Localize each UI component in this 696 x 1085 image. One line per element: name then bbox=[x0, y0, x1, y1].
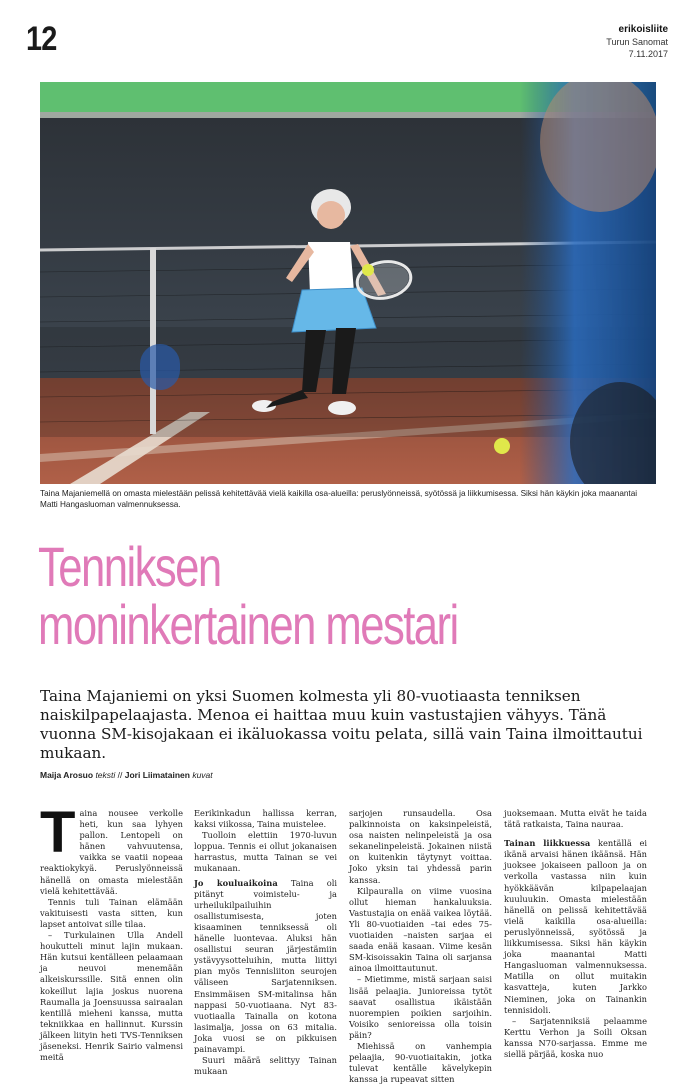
drop-cap: T bbox=[40, 800, 76, 865]
page-number: 12 bbox=[26, 20, 57, 58]
paragraph-lede: Tainan liikkuessa bbox=[504, 838, 591, 849]
article-paragraph bbox=[40, 800, 183, 897]
article-paragraph: Miehissä on vanhempia pelaajia, 90-vuotiaitakin, jotka tulevat kentälle kävelykepin kanssa ja rupeavat sitten bbox=[349, 1040, 492, 1085]
article-paragraph: juoksemaan. Mutta eivät he taida tätä ratkaista, Taina nauraa. bbox=[504, 808, 647, 830]
article-paragraph: Tennis tuli Tainan elämään vakituisesti vasta sitten, kun lapset antoivat sille tilaa. bbox=[40, 896, 183, 929]
article-column-4 bbox=[504, 808, 647, 1060]
paragraph-text: kentällä ei ikänä arvaisi hänen ikäänsä. Hän juoksee jokaiseen palloon ja on verkolla vastassa niin kuin hyökkäävän kilpapelaajan kuuluukin. Omasta mielestään hänellä on pelissä kehitettävää vielä kaikilla osa-alueilla: peruslyönneissä, syötössä ja liikkumisessa. Siksi hän käykin joka maanantai Matti Hangasluoman valmennuksessa. Matilla on ollut muitakin kasvatteja, kuten Jarkko Nieminen, joka on Tainankin tennisidoli. bbox=[504, 838, 648, 1015]
author-name: Maija Arosuo bbox=[40, 770, 94, 780]
paragraph-text: Taina oli pitänyt voimistelu- ja urheilukilpailuihin osallistumisesta, joten kisaaminen tenniksessä oli hänelle luontevaa. Aluksi hän osallistui seuran järjestämiin ystävyysotteluihin, mutta liittyi pian myös Tennisliiton seurojen väliseen Sarjatenniksen. Ensimmäisen SM-mitalinsa hän nappasi 50-vuotiaana. Nyt 83-vuotiaalla Tainalla on kotona lasimalja, jossa on 63 mitalia. Joka vuosi se on pikkuisen painavampi. bbox=[194, 877, 338, 1054]
article-paragraph: Tuolloin elettiin 1970-luvun loppua. Tennis ei ollut jokanaisen harrastus, mutta Tainan se vei mukanaan. bbox=[194, 830, 337, 874]
article-paragraph bbox=[194, 878, 337, 1056]
tennis-photo bbox=[40, 82, 656, 484]
byline bbox=[40, 770, 213, 780]
photographer-name: Jori Liimatainen bbox=[124, 770, 190, 780]
article-paragraph: Kilpauralla on viime vuosina ollut hieman hankaluuksia. Vastustajia on enää vaikea löytää. Yli 80-vuotiaiden –tai edes 75-vuotiaiden –naisten sarjaa ei saada enää kasaan. Viime kesän SM-kisoissakin Taina oli sarjansa ainoa ilmoittautunut. bbox=[349, 885, 492, 974]
publication-name: Turun Sanomat bbox=[606, 37, 668, 47]
section-header bbox=[606, 24, 668, 60]
headline bbox=[38, 535, 529, 656]
paragraph-lede: Jo kouluaikoina bbox=[194, 877, 278, 888]
author-role: teksti bbox=[95, 770, 116, 780]
issue-date: 7.11.2017 bbox=[628, 49, 668, 59]
article-paragraph: Eerikinkadun hallissa kerran, kaksi viikossa, Taina muistelee. bbox=[194, 808, 337, 830]
section-name: erikoisliite bbox=[618, 24, 668, 35]
headline-line-1: Tenniksen bbox=[38, 535, 221, 598]
article-paragraph: Suuri määrä selittyy Tainan mukaan bbox=[194, 1055, 337, 1077]
paragraph-text: aina nousee verkolle heti, kun saa lyhyen pallon. Lentopeli on hänen vahvuutensa, vaikka se vaatii nopeaa reaktiokykyä. Peruslyönneissä hänellä on omasta mielestään vielä kehitettävää. bbox=[40, 808, 183, 896]
byline-separator: // bbox=[117, 770, 123, 780]
headline-line-2: moninkertainen mestari bbox=[38, 593, 458, 656]
article-column-3 bbox=[349, 808, 492, 1085]
article-column-2 bbox=[194, 808, 337, 1077]
lead-paragraph: Taina Majaniemi on yksi Suomen kolmesta yli 80-vuotiaasta tenniksen naiskilpapelaajasta. Menoa ei haittaa muu kuin vastustajien vähyys. Tänä vuonna SM-kisojakaan ei ikäluokassa voitu pelata, sillä vain Taina ilmoittautui mukaan. bbox=[40, 687, 643, 762]
article-paragraph: – Turkulainen Ulla Andell houkutteli minut lajin mukaan. Hän kutsui kentälleen pelaamaan ja neuvoi menemään alkeiskurssille. Sitä ennen olin kokeillut lajia joskus nuorena Raumalla ja Joensuussa sairaalan kentillä mieheni kanssa, mutta tekniikkaa en hallinnut. Kurssin jälkeen liityin heti TVS-Tenniksen jäseneksi. Henrik Sairio valmensi meitä bbox=[40, 930, 183, 1063]
photo-caption: Taina Majaniemellä on omasta mielestään pelissä kehitettävää vielä kaikilla osa-alueilla: peruslyönneissä, syötössä ja liikkumisessa. Siksi hän käykin joka maanantai Matti Hangasluoman valmennuksessa. bbox=[40, 489, 638, 509]
article-paragraph: – Sarjatenniksiä pelaamme Kerttu Verhon ja Soili Oksan kanssa N70-sarjassa. Emme me siellä pärjää, koska nuo bbox=[504, 1015, 647, 1059]
article-paragraph: sarjojen runsaudella. Osa palkinnoista on kaksinpeleistä, osa naisten nelinpeleistä ja osa sekanelinpeleistä. Jokainen niistä on kuitenkin täytynyt voittaa. Joko yksin tai yhdessä parin kanssa. bbox=[349, 808, 492, 885]
article-paragraph: – Mietimme, mistä sarjaan saisi lisää pelaajia. Junioreissa tytöt saavat osallistua ikäistään nuorempien poikien sarjoihin. Voisiko senioreissa olla toisin päin? bbox=[349, 974, 492, 1040]
article-paragraph bbox=[504, 838, 647, 1016]
article-column-1 bbox=[40, 800, 183, 1063]
photographer-role: kuvat bbox=[192, 770, 213, 780]
